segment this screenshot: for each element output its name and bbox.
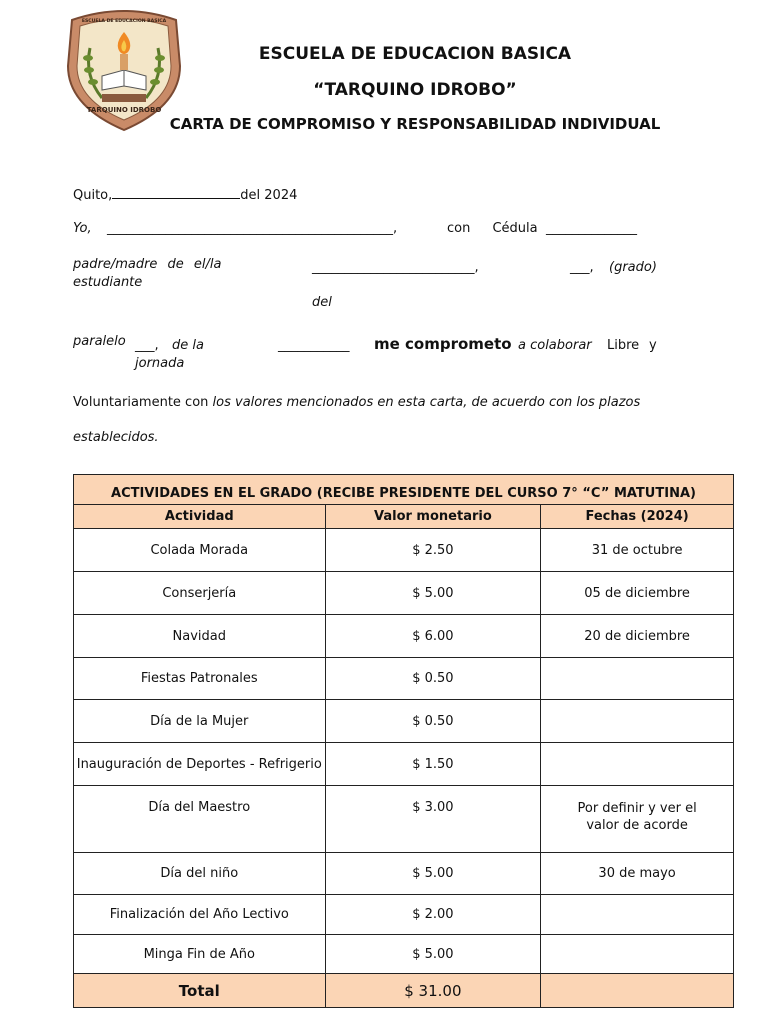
name-blank: ____________________________________________, [107, 221, 398, 236]
jornada-label: jornada [135, 356, 185, 371]
y-text: y [649, 338, 657, 353]
student-name-blank: _________________________, [312, 260, 479, 275]
del-label: del [312, 295, 332, 310]
total-date-cell [541, 974, 734, 1008]
value-cell: $ 2.50 [325, 529, 541, 572]
cedula-blank: ______________ [546, 221, 637, 236]
total-label: Total [74, 974, 326, 1008]
header-value: Valor monetario [325, 505, 541, 529]
collaborate-text: a colaborar [518, 338, 592, 353]
table-row [74, 743, 734, 786]
activity-cell: Navidad [74, 615, 326, 658]
jornada-blank: ___________ [278, 338, 350, 353]
value-cell: $ 0.50 [325, 700, 541, 743]
table-row [74, 935, 734, 974]
paralelo-label: paralelo [73, 334, 126, 349]
activity-cell: Colada Morada [74, 529, 326, 572]
date-cell [541, 658, 734, 700]
commit-text: me comprometo [374, 335, 512, 353]
date-cell [541, 743, 734, 786]
activity-cell: Finalización del Año Lectivo [74, 895, 326, 935]
header-activity: Actividad [74, 505, 326, 529]
value-cell: $ 2.00 [325, 895, 541, 935]
activity-cell: Día del niño [74, 853, 326, 895]
voluntarily-italic: los valores mencionados en esta carta, de acuerdo con los plazos [212, 395, 641, 410]
value-cell: $ 3.00 [325, 786, 541, 853]
school-name-heading: “TARQUINO IDROBO” [313, 80, 517, 100]
voluntarily-plain: Voluntariamente con [73, 395, 209, 410]
established-text: establecidos. [73, 430, 159, 445]
activity-cell: Inauguración de Deportes - Refrigerio [74, 743, 326, 786]
city-label: Quito, [73, 188, 113, 203]
date-cell: 30 de mayo [541, 853, 734, 895]
grade-blank: ___, [570, 260, 594, 275]
value-cell: $ 5.00 [325, 935, 541, 974]
student-label: estudiante [73, 275, 143, 290]
date-cell: Por definir y ver el valor de acorde [541, 786, 734, 853]
yo-label: Yo, [73, 221, 92, 236]
value-cell: $ 6.00 [325, 615, 541, 658]
activity-cell: Conserjería [74, 572, 326, 615]
year-label: del 2024 [240, 188, 298, 203]
de-la-label: de la [172, 338, 204, 353]
value-cell: $ 0.50 [325, 658, 541, 700]
table-row [74, 853, 734, 895]
table-row [74, 572, 734, 615]
activity-cell: Fiestas Patronales [74, 658, 326, 700]
value-cell: $ 5.00 [325, 572, 541, 615]
date-cell: 31 de octubre [541, 529, 734, 572]
activity-cell: Día de la Mujer [74, 700, 326, 743]
logo-top-text: ESCUELA DE EDUCACION BASICA [81, 19, 167, 24]
table-row [74, 786, 734, 853]
school-type-heading: ESCUELA DE EDUCACION BASICA [258, 44, 572, 64]
table-row [74, 529, 734, 572]
date-blank [112, 186, 240, 199]
activities-table [73, 474, 734, 1008]
document-title: CARTA DE COMPROMISO Y RESPONSABILIDAD INDIVIDUAL [169, 115, 661, 133]
activity-cell: Minga Fin de Año [74, 935, 326, 974]
table-row [74, 895, 734, 935]
cedula-label: con Cédula [447, 221, 538, 236]
date-cell: 05 de diciembre [541, 572, 734, 615]
total-row [74, 974, 734, 1008]
total-value: $ 31.00 [325, 974, 541, 1008]
logo-bottom-text: TARQUINO IDROBO [86, 106, 162, 114]
activity-cell: Día del Maestro [74, 786, 326, 853]
table-header-row [74, 505, 734, 529]
date-line [73, 186, 297, 203]
table-title: ACTIVIDADES EN EL GRADO (RECIBE PRESIDENTE DEL CURSO 7° “C” MATUTINA) [74, 475, 734, 505]
date-cell [541, 895, 734, 935]
date-cell: 20 de diciembre [541, 615, 734, 658]
voluntarily-line [73, 395, 640, 410]
date-cell [541, 700, 734, 743]
value-cell: $ 1.50 [325, 743, 541, 786]
header-dates: Fechas (2024) [541, 505, 734, 529]
paralelo-blank: ___, [135, 338, 159, 353]
table-row [74, 615, 734, 658]
grade-label: (grado) [609, 260, 657, 275]
parent-label: padre/madre de el/la [73, 257, 222, 272]
table-row [74, 700, 734, 743]
value-cell: $ 5.00 [325, 853, 541, 895]
libre-text: Libre [607, 338, 640, 353]
table-row [74, 658, 734, 700]
date-cell [541, 935, 734, 974]
table-title-row [74, 475, 734, 505]
